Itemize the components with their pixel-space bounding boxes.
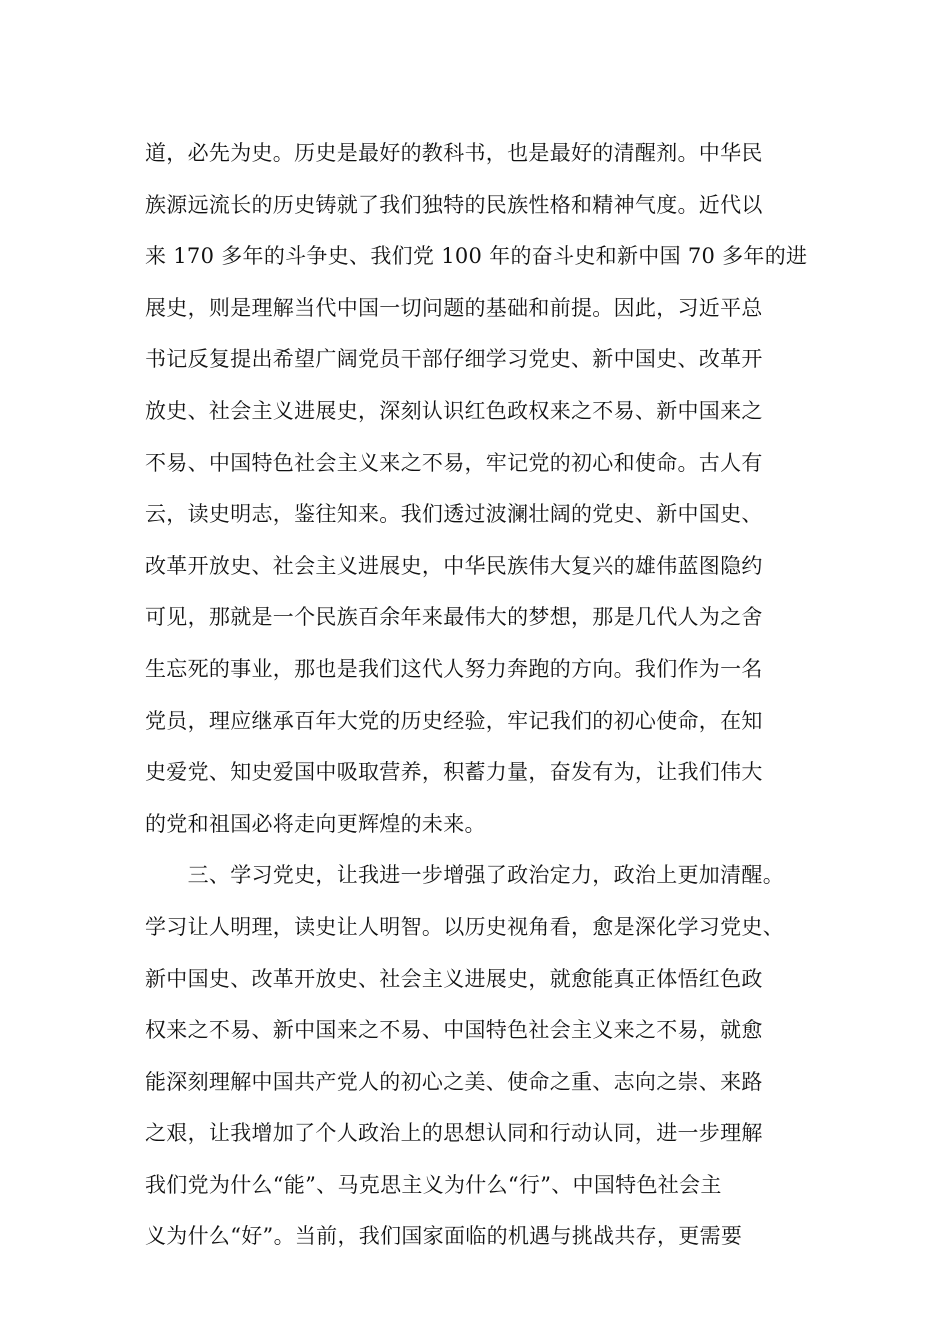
text-line: 可见，那就是一个民族百余年来最伟大的梦想，那是几代人为之舍 xyxy=(145,605,763,630)
text-line: 云，读史明志，鉴往知来。我们透过波澜壮阔的党史、新中国史、 xyxy=(145,502,763,527)
text-line: 学习让人明理，读史让人明智。以历史视角看，愈是深化学习党史、 xyxy=(145,914,784,939)
text-line: 生忘死的事业，那也是我们这代人努力奔跑的方向。我们作为一名 xyxy=(145,656,763,681)
text-line: 能深刻理解中国共产党人的初心之美、使命之重、志向之崇、来路 xyxy=(145,1069,763,1094)
section-heading-line: 三、学习党史，让我进一步增强了政治定力，政治上更加清醒。 xyxy=(145,863,784,888)
text-line: 道，必先为史。历史是最好的教科书，也是最好的清醒剂。中华民 xyxy=(145,141,763,165)
text-line: 之艰，让我增加了个人政治上的思想认同和行动认同，进一步理解 xyxy=(145,1121,763,1146)
text-line: 书记反复提出希望广阔党员干部仔细学习党史、新中国史、改革开 xyxy=(145,347,763,372)
text-line: 不易、中国特色社会主义来之不易，牢记党的初心和使命。古人有 xyxy=(145,450,763,475)
text-line: 义为什么“好”。当前，我们国家面临的机遇与挑战共存，更需要 xyxy=(145,1224,743,1249)
text-line: 的党和祖国必将走向更辉煌的未来。 xyxy=(145,811,486,836)
text-line: 新中国史、改革开放史、社会主义进展史，就愈能真正体悟红色政 xyxy=(145,966,763,991)
text-line: 党员，理应继承百年大党的历史经验，牢记我们的初心使命，在知 xyxy=(145,708,763,733)
text-line: 改革开放史、社会主义进展史，中华民族伟大复兴的雄伟蓝图隐约 xyxy=(145,553,763,578)
text-line: 来 170 多年的斗争史、我们党 100 年的奋斗史和新中国 70 多年的进 xyxy=(145,244,808,269)
body-text xyxy=(145,128,825,1263)
text-line: 我们党为什么“能”、马克思主义为什么“行”、中国特色社会主 xyxy=(145,1172,722,1197)
text-line: 权来之不易、新中国来之不易、中国特色社会主义来之不易，就愈 xyxy=(145,1018,763,1043)
text-line: 史爱党、知史爱国中吸取营养，积蓄力量，奋发有为，让我们伟大 xyxy=(145,760,763,785)
text-line: 展史，则是理解当代中国一切问题的基础和前提。因此，习近平总 xyxy=(145,295,763,320)
text-line: 族源远流长的历史铸就了我们独特的民族性格和精神气度。近代以 xyxy=(145,192,763,217)
text-line: 放史、社会主义进展史，深刻认识红色政权来之不易、新中国来之 xyxy=(145,398,763,423)
